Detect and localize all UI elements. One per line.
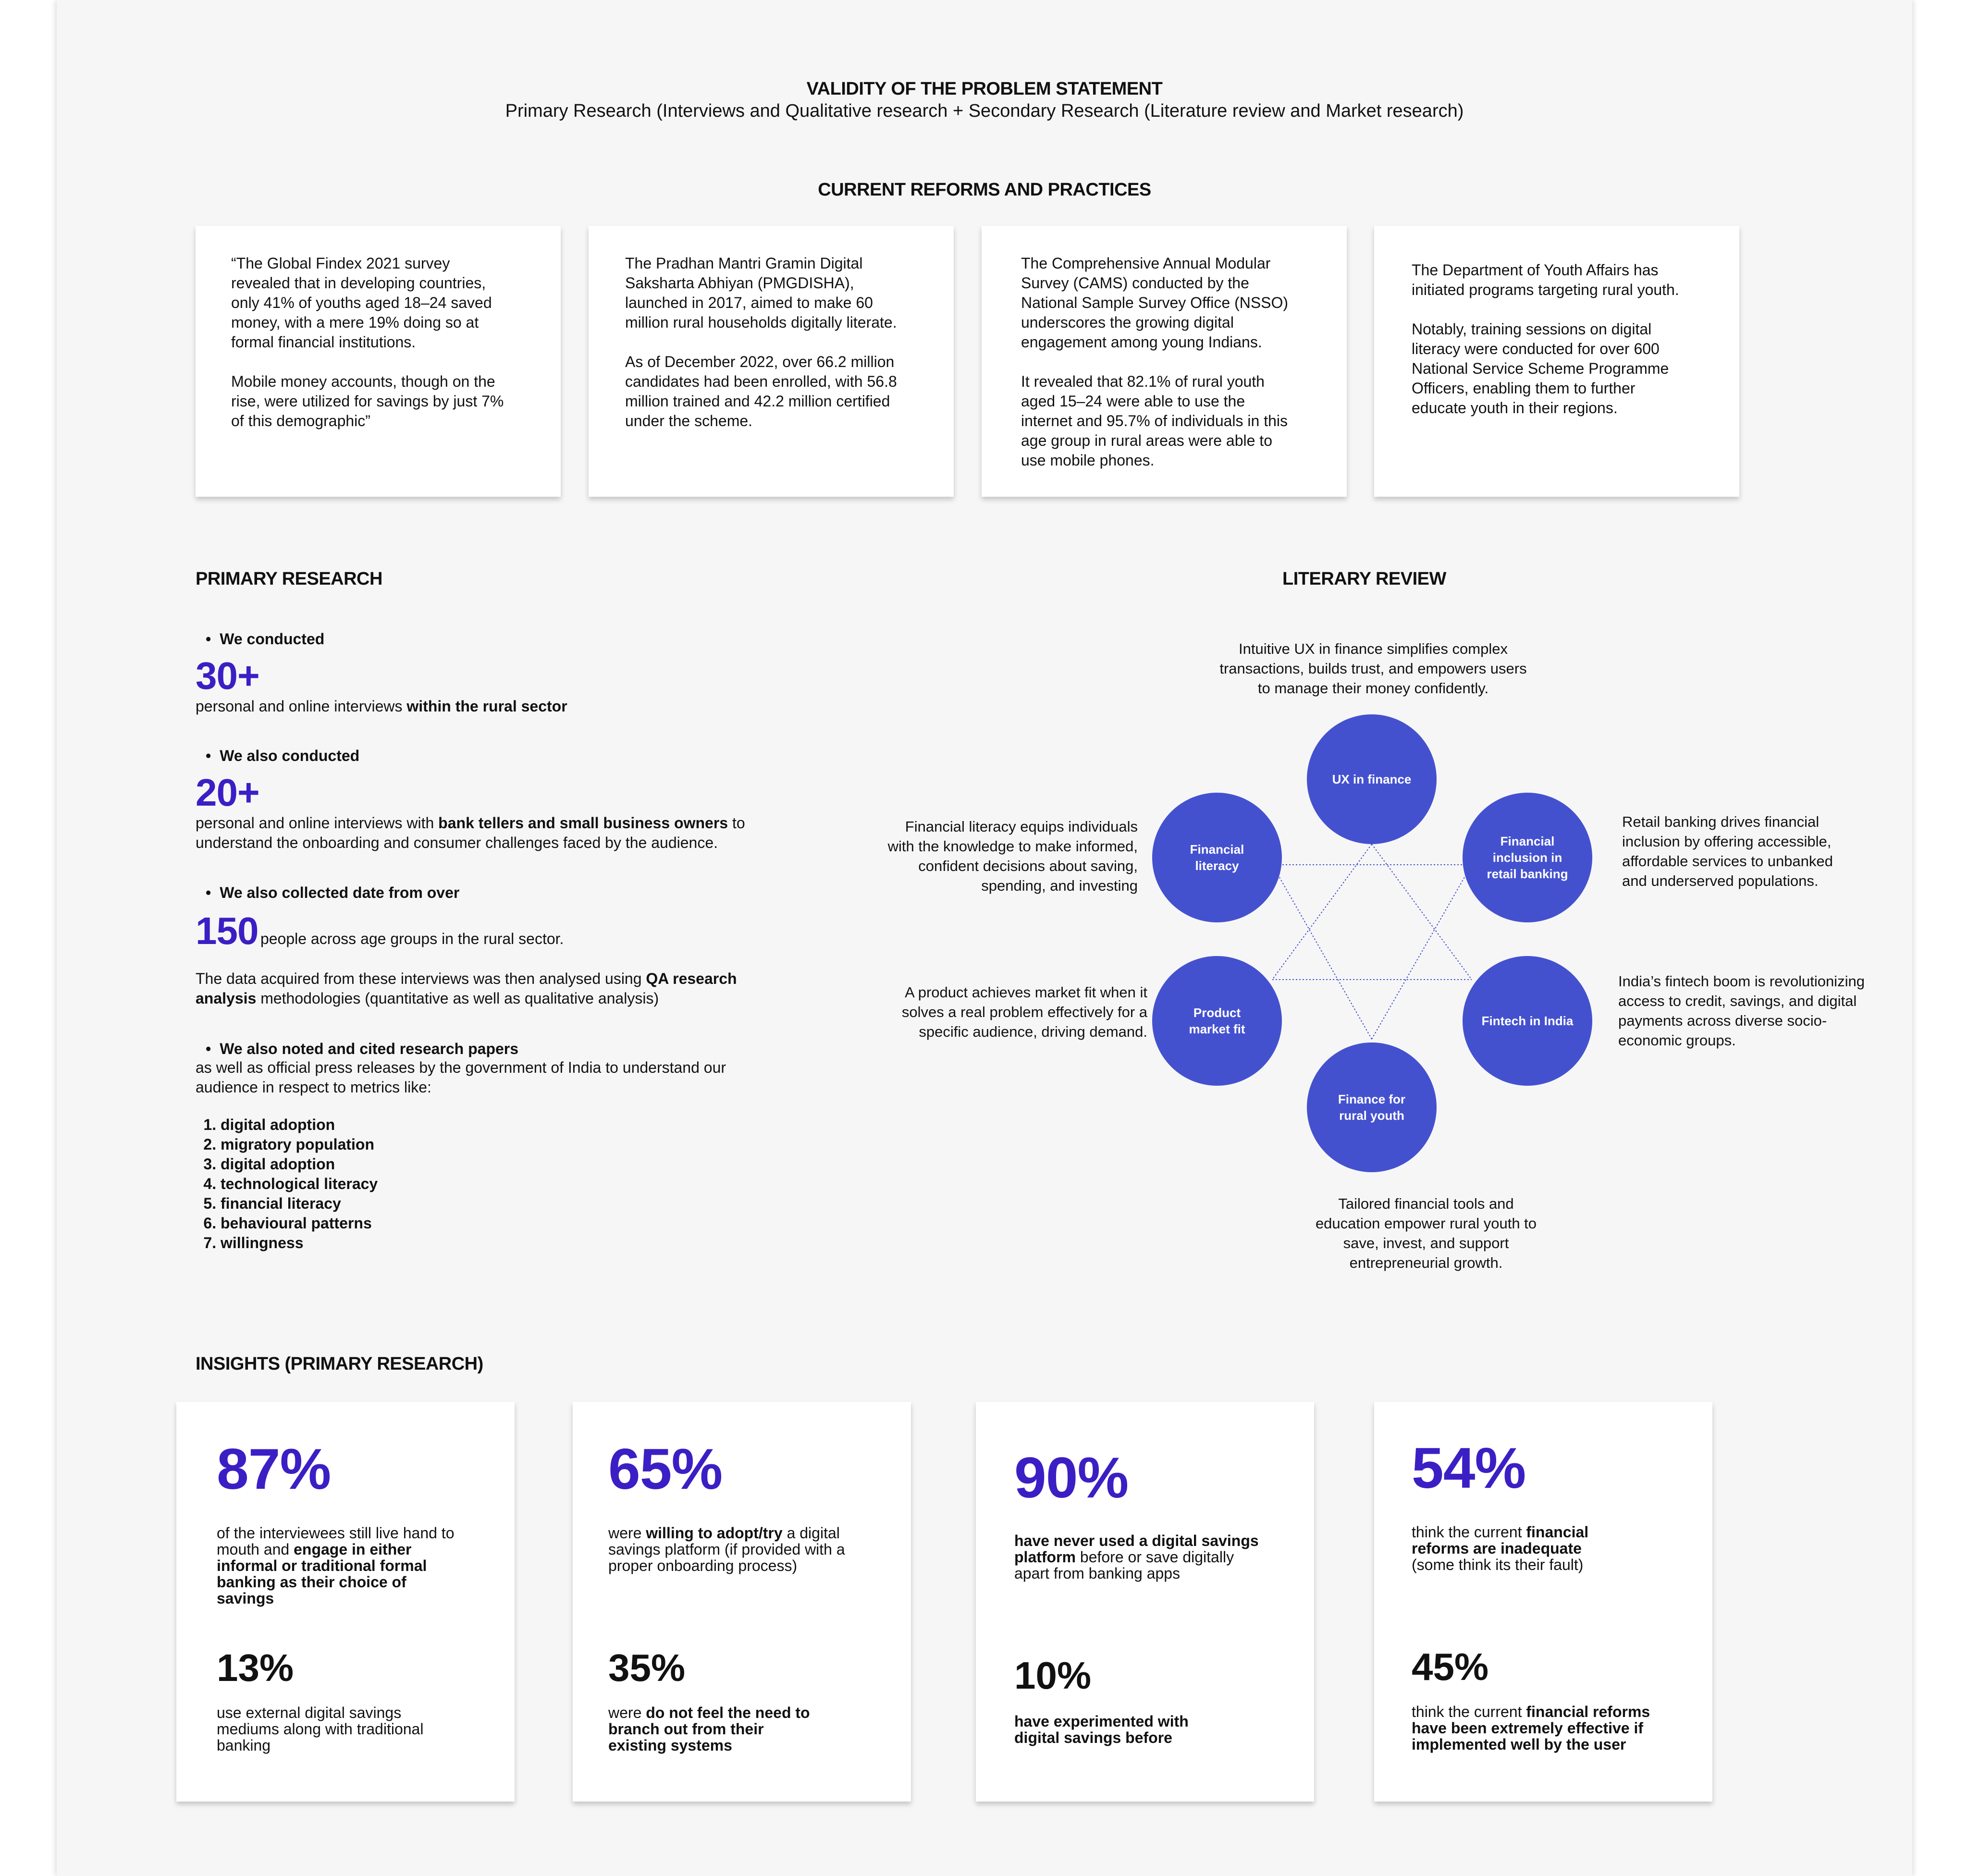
metric-item: 2. migratory population xyxy=(221,1135,378,1154)
lit-node-financial-inclusion: Financial inclusion in retail banking xyxy=(1463,793,1592,922)
lit-text-ux: Intuitive UX in finance simplifies complex transactions, builds trust, and empowers users to manage their money confidently. xyxy=(1219,640,1527,697)
reforms-title: CURRENT REFORMS AND PRACTICES xyxy=(818,180,1151,200)
primary-research-title: PRIMARY RESEARCH xyxy=(196,569,382,589)
connector-line xyxy=(1372,865,1472,1039)
insight-desc-54: think the current financial reforms are inadequate (some think its their fault) xyxy=(1412,1523,1589,1573)
insight-card-2 xyxy=(573,1402,911,1802)
insight-card-4 xyxy=(1374,1402,1712,1802)
lit-text-rural: Tailored financial tools and education empower rural youth to save, invest, and support entrepreneurial growth. xyxy=(1315,1195,1537,1271)
primary-stat-20: 20+ xyxy=(196,771,259,814)
insight-card-3 xyxy=(976,1402,1314,1802)
primary-stat-150-desc: people across age groups in the rural sector. xyxy=(260,930,564,947)
insight-pct-54: 54% xyxy=(1412,1436,1526,1500)
insight-desc-90: have never used a digital savings platform before or save digitally apart from banking apps xyxy=(1014,1532,1259,1582)
insight-desc-35: were do not feel the need to branch out from their existing systems xyxy=(608,1704,810,1754)
metric-item: 1. digital adoption xyxy=(221,1115,378,1135)
insight-pct-45: 45% xyxy=(1412,1645,1489,1688)
lit-text-market-fit: A product achieves market fit when it solves a real problem effectively for a specific audience, driving demand. xyxy=(901,984,1147,1040)
lit-text-literacy: Financial literacy equips individuals with the knowledge to make informed, confident decisions about saving, spending, and investing xyxy=(887,818,1138,894)
lit-text-inclusion: Retail banking drives financial inclusion by offering accessible, affordable services to unbanked and underserved populations. xyxy=(1622,813,1833,889)
insight-desc-65: were willing to adopt/try a digital savings platform (if provided with a proper onboarding process) xyxy=(608,1524,845,1574)
primary-stat-20-desc: personal and online interviews with bank tellers and small business owners to understand the onboarding and consumer challenges faced by the audience. xyxy=(196,814,745,851)
lit-node-financial-literacy: Financial literacy xyxy=(1152,793,1282,922)
primary-bullet-4: • We also noted and cited research papers xyxy=(206,1040,518,1058)
metric-item: 7. willingness xyxy=(221,1233,378,1253)
insight-pct-35: 35% xyxy=(608,1646,686,1689)
metric-item: 4. technological literacy xyxy=(221,1174,378,1194)
primary-analysis-text: The data acquired from these interviews was then analysed using QA research analysis methodologies (quantitative as well as qualitative analysis) xyxy=(196,970,737,1007)
insight-desc-10: have experimented with digital savings before xyxy=(1014,1713,1189,1746)
insight-desc-87: of the interviewees still live hand to mouth and engage in either informal or traditional formal banking as their choice of savings xyxy=(217,1524,455,1607)
metric-item: 3. digital adoption xyxy=(221,1154,378,1174)
page xyxy=(57,0,1912,1876)
page-title: VALIDITY OF THE PROBLEM STATEMENT xyxy=(806,79,1163,99)
reform-card-text: “The Global Findex 2021 survey revealed that in developing countries, only 41% of youths aged 18–24 saved money, with a mere 19% doing so at formal financial institutions. Mobile money accounts, though on the rise, were utilized for savings by just 7% of this demographic” xyxy=(231,255,504,429)
insights-title: INSIGHTS (PRIMARY RESEARCH) xyxy=(196,1354,483,1374)
primary-bullet-1: • We conducted xyxy=(206,630,324,648)
lit-node-fintech-india: Fintech in India xyxy=(1463,956,1592,1086)
insight-pct-87: 87% xyxy=(217,1437,331,1501)
primary-stat-30-desc: personal and online interviews within the rural sector xyxy=(196,698,567,715)
metric-item: 6. behavioural patterns xyxy=(221,1214,378,1233)
lit-node-product-market-fit: Product market fit xyxy=(1152,956,1282,1086)
insight-pct-13: 13% xyxy=(217,1646,294,1689)
reform-card-text: The Comprehensive Annual Modular Survey (CAMS) conducted by the National Sample Survey Office (NSSO) underscores the growing digital engagement among young Indians. It revealed that 82.1% of rural youth aged 15–24 were able to use the internet and 95.7% of individuals in this age group in rural areas were able to use mobile phones. xyxy=(1021,255,1289,469)
insight-card-1 xyxy=(176,1402,515,1802)
insight-desc-13: use external digital savings mediums along with traditional banking xyxy=(217,1704,424,1754)
metric-item: 5. financial literacy xyxy=(221,1194,378,1214)
lit-text-fintech: India’s fintech boom is revolutionizing access to credit, savings, and digital payments across diverse socio- economic groups. xyxy=(1618,973,1865,1049)
reform-card-text: The Department of Youth Affairs has initiated programs targeting rural youth. Notably, training sessions on digital literacy were conducted for over 600 National Service Scheme Programme Officers, enabling them to further educate youth in their regions. xyxy=(1412,261,1679,417)
insight-pct-65: 65% xyxy=(608,1437,723,1501)
reform-card-text: The Pradhan Mantri Gramin Digital Saksharta Abhiyan (PMGDISHA), launched in 2017, aimed to make 60 million rural households digitally literate. As of December 2022, over 66.2 million candidates had been enrolled, with 56.8 million trained and 42.2 million certified under the scheme. xyxy=(625,255,897,429)
literary-review-title: LITERARY REVIEW xyxy=(1282,569,1446,589)
primary-bullet-3: • We also collected date from over xyxy=(206,884,459,902)
insight-desc-45: think the current financial reforms have been extremely effective if implemented well by the user xyxy=(1412,1703,1650,1753)
lit-node-finance-rural-youth: Finance for rural youth xyxy=(1307,1042,1437,1172)
lit-node-ux-in-finance: UX in finance xyxy=(1307,714,1437,844)
page-subtitle: Primary Research (Interviews and Qualitative research + Secondary Research (Literature review and Market research) xyxy=(505,101,1464,121)
insight-pct-90: 90% xyxy=(1014,1446,1129,1510)
primary-papers-text: as well as official press releases by the government of India to understand our audience in respect to metrics like: xyxy=(196,1059,726,1096)
primary-stat-150: 150 xyxy=(196,909,258,952)
insight-pct-10: 10% xyxy=(1014,1654,1092,1697)
connector-line xyxy=(1272,865,1372,1039)
primary-bullet-2: • We also conducted xyxy=(206,747,359,765)
primary-stat-30: 30+ xyxy=(196,654,259,697)
